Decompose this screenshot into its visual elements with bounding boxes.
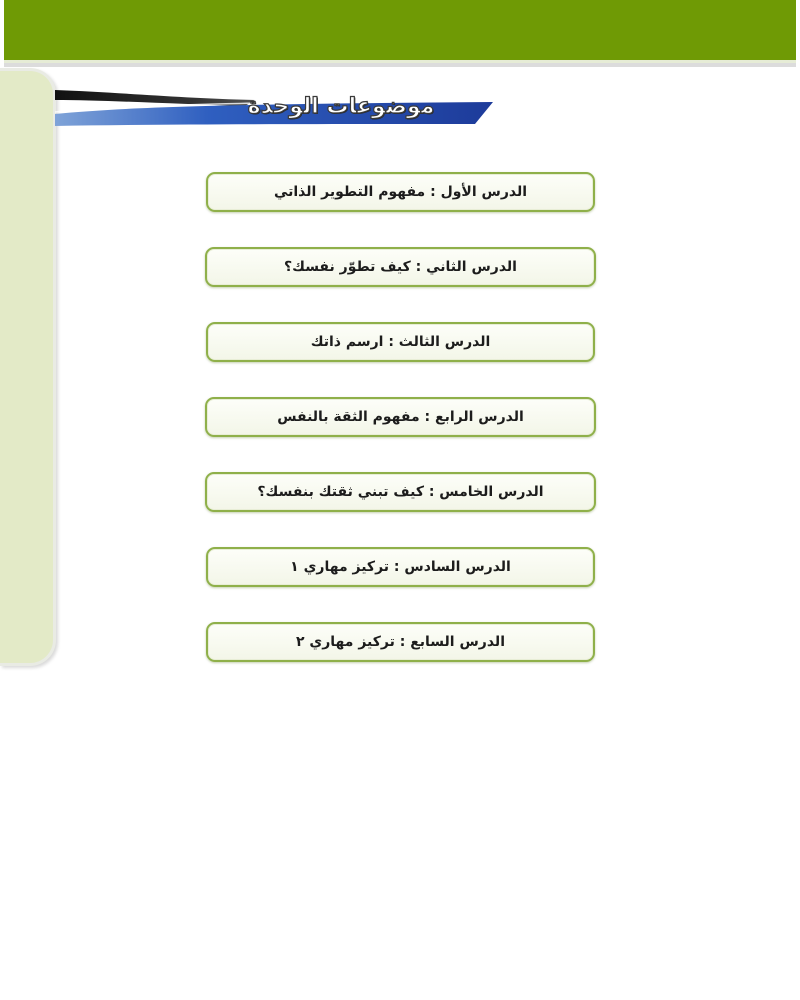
lesson-item-2[interactable] [205, 247, 596, 287]
lesson-item-6[interactable] [206, 547, 595, 587]
lesson-label: الدرس السابع : تركيز مهاري ٢ [295, 634, 505, 650]
unit-topics-title: موضوعات الوحدة [247, 94, 435, 119]
lesson-item-1[interactable] [206, 172, 595, 212]
lesson-label: الدرس الثاني : كيف تطوّر نفسك؟ [284, 259, 517, 275]
lesson-label: الدرس السادس : تركيز مهاري ١ [290, 559, 511, 575]
lesson-item-4[interactable] [205, 397, 596, 437]
lesson-label: الدرس الأول : مفهوم التطوير الذاتي [273, 184, 528, 200]
lesson-label: الدرس الثالث : ارسم ذاتك [310, 334, 491, 350]
lesson-item-5[interactable] [205, 472, 596, 512]
lesson-item-7[interactable] [206, 622, 595, 662]
lesson-label: الدرس الخامس : كيف تبني ثقتك بنفسك؟ [257, 484, 544, 500]
lesson-item-3[interactable] [206, 322, 595, 362]
lesson-label: الدرس الرابع : مفهوم الثقة بالنفس [277, 409, 524, 425]
